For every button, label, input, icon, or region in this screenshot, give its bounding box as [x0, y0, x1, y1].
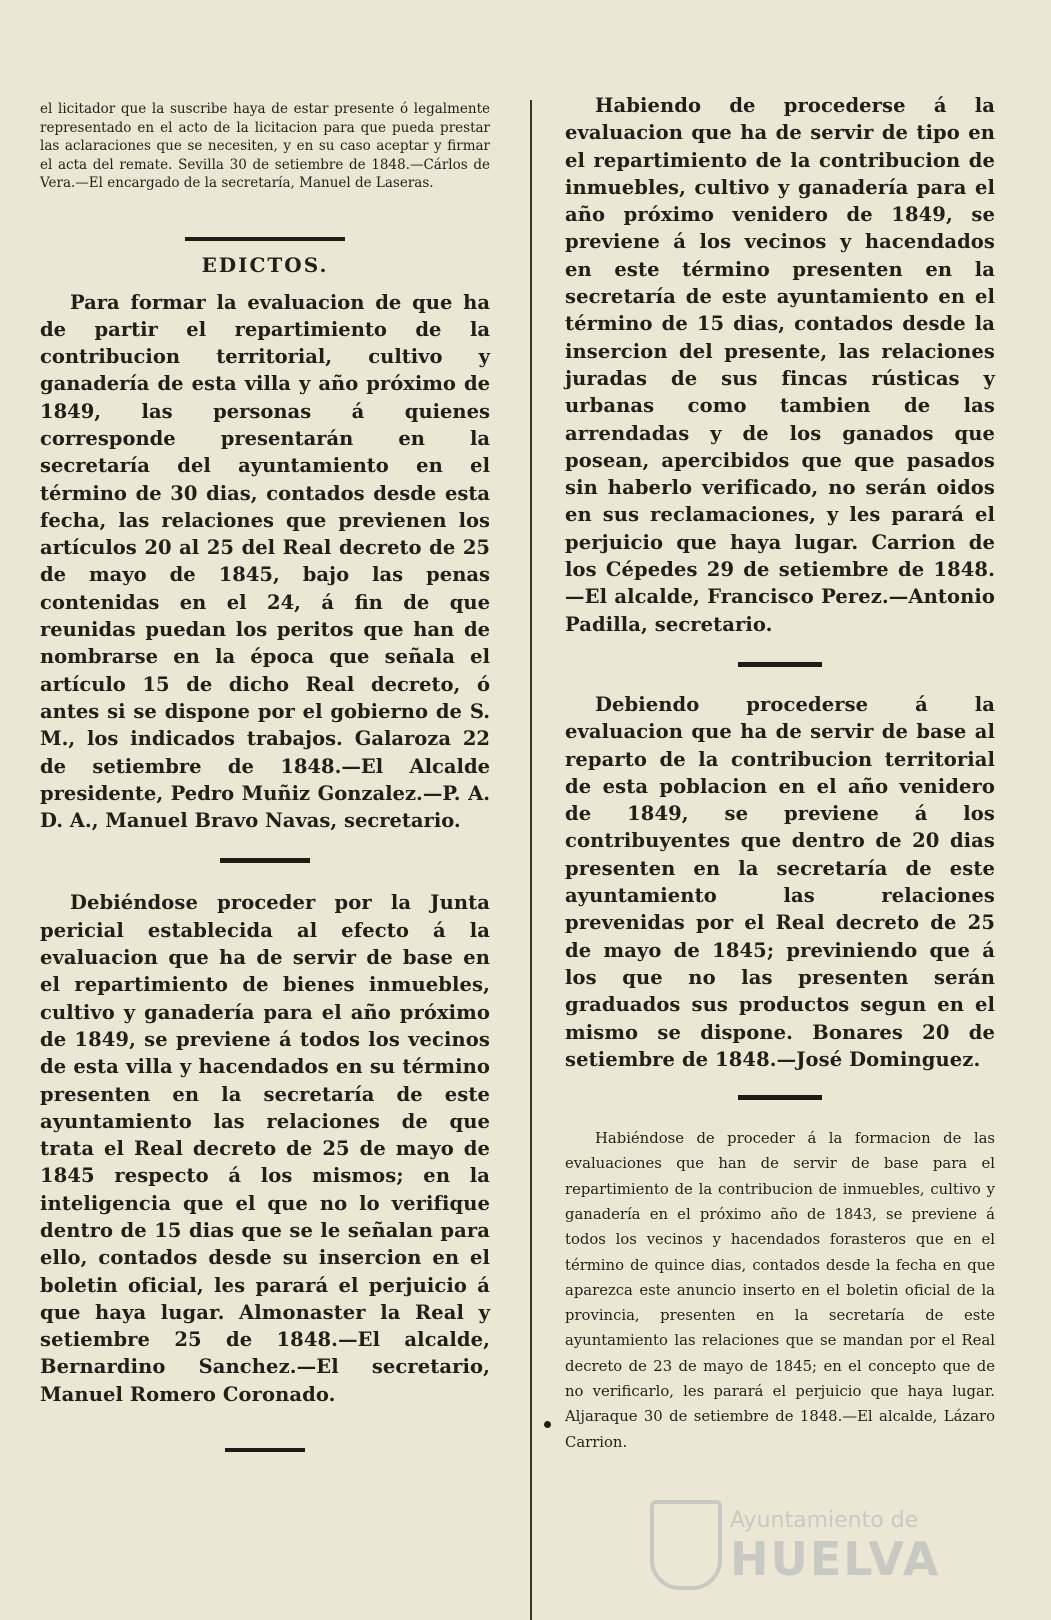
intro-notice: el licitador que la suscribe haya de estar presente ó legalmente representado en el acto de la licitacion para que pueda prestar las aclaraciones que se necesiten, y en su caso aceptar y firmar el acta del remate. Sevilla 30 de setiembre de 1848.—Cárlos de Vera.—El encargado de la secretaría, Manuel de Laseras.: [40, 101, 490, 191]
edict-galaroza: Para formar la evaluacion de que ha de partir el repartimiento de la contribucion territorial, cultivo y ganadería de esta villa y año próximo de 1849, las personas á quienes corresponde presentarán en la secretaría del ayuntamiento en el término de 30 dias, contados desde esta fecha, las relaciones que previenen los artículos 20 al 25 del Real decreto de 25 de mayo de 1845, bajo las penas contenidas en el 24, á fin de que reunidas puedan los peritos que han de nombrarse en la época que señala el artículo 15 de dicho Real decreto, ó antes si se dispone por el gobierno de S. M., los indicados trabajos. Galaroza 22 de setiembre de 1848.—El Alcalde presidente, Pedro Muñiz Gonzalez.—P. A. D. A., Manuel Bravo Navas, secretario.: [40, 290, 490, 833]
column-divider: [530, 100, 532, 1620]
edict-bonares: Debiendo procederse á la evaluacion que ha de servir de base al reparto de la contribucion territorial de esta poblacion en el año venidero de 1849, se previene á los contribuyentes que dentro de 20 dias presenten en la secretaría de este ayuntamiento las relaciones prevenidas por el Real decreto de 25 de mayo de 1845; previniendo que á los que no las presenten serán graduados sus productos segun en el mismo se dispone. Bonares 20 de setiembre de 1848.—José Dominguez.: [565, 692, 995, 1071]
section-heading: EDICTOS.: [201, 252, 329, 277]
left-column: [40, 100, 490, 1452]
edict-separator: [225, 1448, 305, 1452]
edict-aljaraque: Habiéndose de proceder á la formacion de las evaluaciones que han de servir de base para el repartimiento de la contribucion de inmuebles, cultivo y ganadería en el próximo año de 1843, se previene á todos los vecinos y hacendados forasteros que en el término de quince dias, contados desde la fecha en que aparezca este anuncio inserto en el boletin oficial de la provincia, presenten en la secretaría de este ayuntamiento las relaciones que se mandan por el Real decreto de 23 de mayo de 1845; en el concepto que de no verificarlo, les parará el perjuicio que haya lugar. Aljaraque 30 de setiembre de 1848.—El alcalde, Lázaro Carrion.: [565, 1130, 995, 1451]
right-column: [565, 92, 995, 1455]
print-mark: [544, 1421, 551, 1428]
edict-carrion: Habiendo de procederse á la evaluacion que ha de servir de tipo en el repartimiento de la contribucion de inmuebles, cultivo y ganadería para el año próximo venidero de 1849, se previene á los vecinos y hacendados en este término presenten en la secretaría de este ayuntamiento en el término de 15 dias, contados desde la insercion del presente, las relaciones juradas de sus fincas rústicas y urbanas como tambien de las arrendadas y de los ganados que posean, apercibidos que que pasados sin haberlo verificado, no serán oidos en sus reclamaciones, y les parará el perjuicio que haya lugar. Carrion de los Cépedes 29 de setiembre de 1848.—El alcalde, Francisco Perez.—Antonio Padilla, secretario.: [565, 94, 995, 636]
coat-of-arms-icon: [650, 1500, 722, 1590]
watermark-line1: Ayuntamiento de: [730, 1508, 919, 1533]
edict-almonaster: Debiéndose proceder por la Junta pericial establecida al efecto á la evaluacion que ha de servir de base en el repartimiento de bienes inmuebles, cultivo y ganadería para el año próximo de 1849, se previene á todos los vecinos de esta villa y hacendados en su término presenten en la secretaría de este ayuntamiento las relaciones de que trata el Real decreto de 25 de mayo de 1845 respecto á los mismos; en la inteligencia que el que no lo verifique dentro de 15 dias que se le señalan para ello, contados desde su insercion en el boletin oficial, les parará el perjuicio á que haya lugar. Almonaster la Real y setiembre 25 de 1848.—El alcalde, Bernardino Sanchez.—El secretario, Manuel Romero Coronado.: [40, 891, 490, 1406]
watermark-line2: HUELVA: [730, 1532, 941, 1586]
archive-watermark: [640, 1498, 1020, 1588]
section-rule: [185, 237, 345, 241]
